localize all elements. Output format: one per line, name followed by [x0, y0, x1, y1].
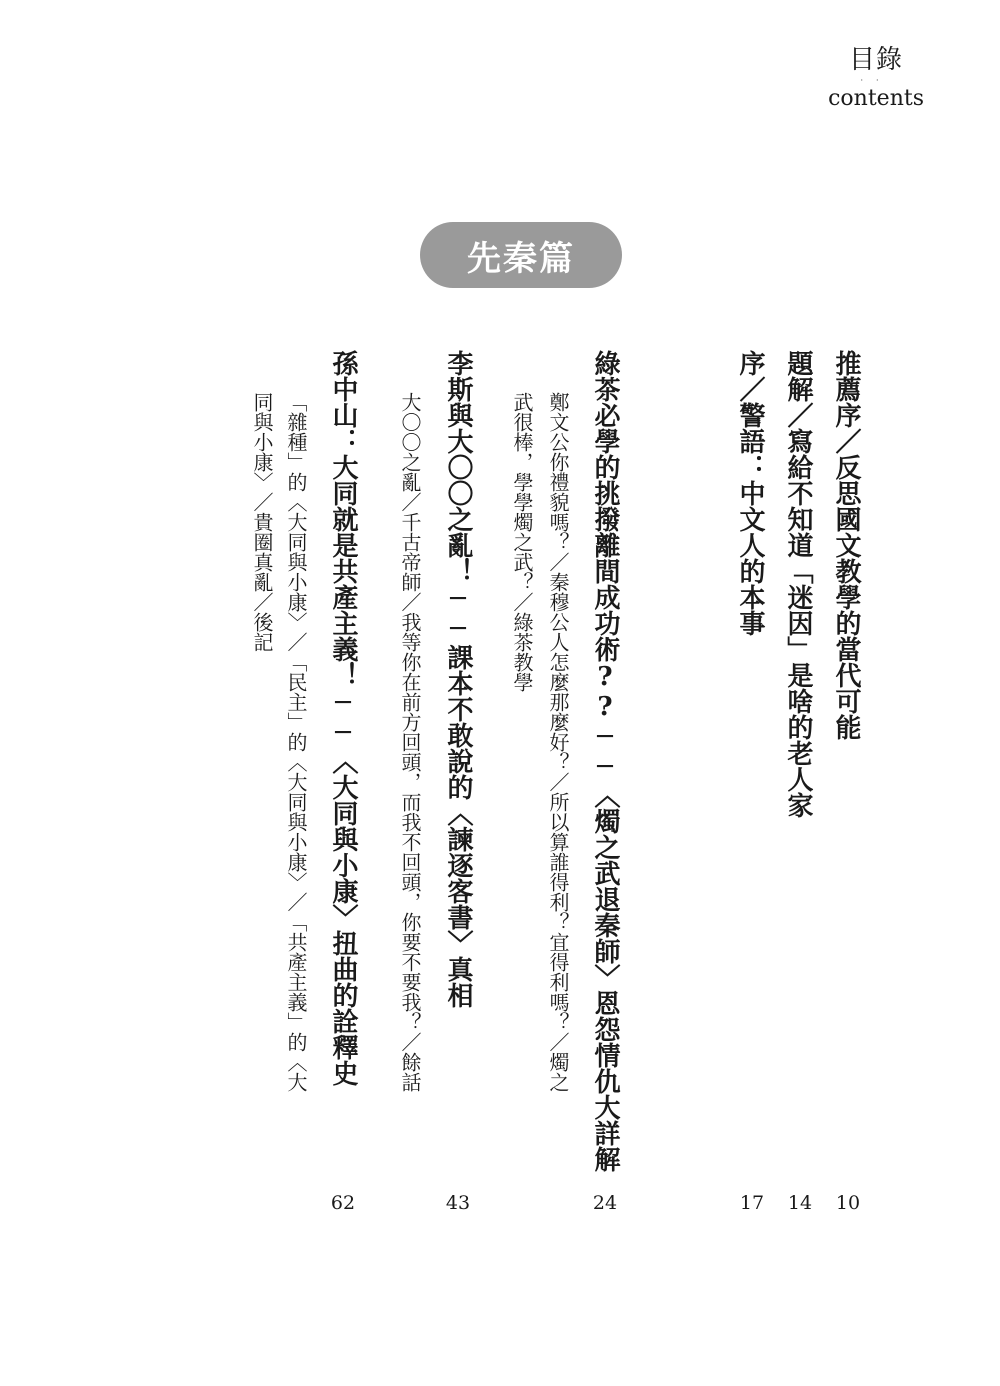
toc-entry-subtopics: 大〇〇之亂／千古帝師／我等你在前方回頭，而我不回頭，你要不要我？／餘話 — [398, 392, 422, 1092]
toc-entry-page: 14 — [787, 1192, 813, 1214]
toc-entry-title[interactable]: 序／警語：中文人的本事 — [735, 350, 765, 636]
toc-entry-page: 24 — [592, 1192, 618, 1214]
toc-entry-page: 10 — [835, 1192, 861, 1214]
toc-header — [828, 44, 924, 112]
toc-entry-title[interactable]: 李斯與大〇〇之亂！──課本不敢說的〈諫逐客書〉真相 — [443, 350, 473, 1008]
toc-title: 目錄 — [849, 45, 904, 75]
toc-entry-page: 62 — [330, 1192, 356, 1214]
toc-entry-subtopics: 鄭文公你禮貌嗎？／秦穆公人怎麼那麼好？／所以算誰得利？宜得利嗎？／燭之 — [546, 392, 570, 1092]
toc-entry-page: 17 — [739, 1192, 765, 1214]
toc-entry-subtopics: 「雜種」的〈大同與小康〉／「民主」的〈大同與小康〉／「共產主義」的〈大 — [284, 392, 308, 1092]
toc-entry-title[interactable]: 綠茶必學的挑撥離間成功術??──〈燭之武退秦師〉恩怨情仇大詳解 — [590, 350, 620, 1172]
section-badge: 先秦篇 — [420, 222, 622, 288]
toc-entry-subtopics: 同與小康〉／貴圈真亂／後記 — [250, 392, 274, 652]
emphasis-dots: ·· — [860, 76, 892, 85]
toc-entry-title[interactable]: 孫中山：大同就是共產主義！──〈大同與小康〉扭曲的詮釋史 — [328, 350, 358, 1086]
toc-entry-title[interactable]: 推薦序／反思國文教學的當代可能 — [831, 350, 861, 740]
toc-entry-subtopics: 武很棒，學學燭之武？／綠茶教學 — [510, 392, 534, 692]
toc-subtitle: contents — [828, 86, 924, 111]
toc-entry-page: 43 — [445, 1192, 471, 1214]
toc-entry-title[interactable]: 題解／寫給不知道「迷因」是啥的老人家 — [783, 350, 813, 818]
